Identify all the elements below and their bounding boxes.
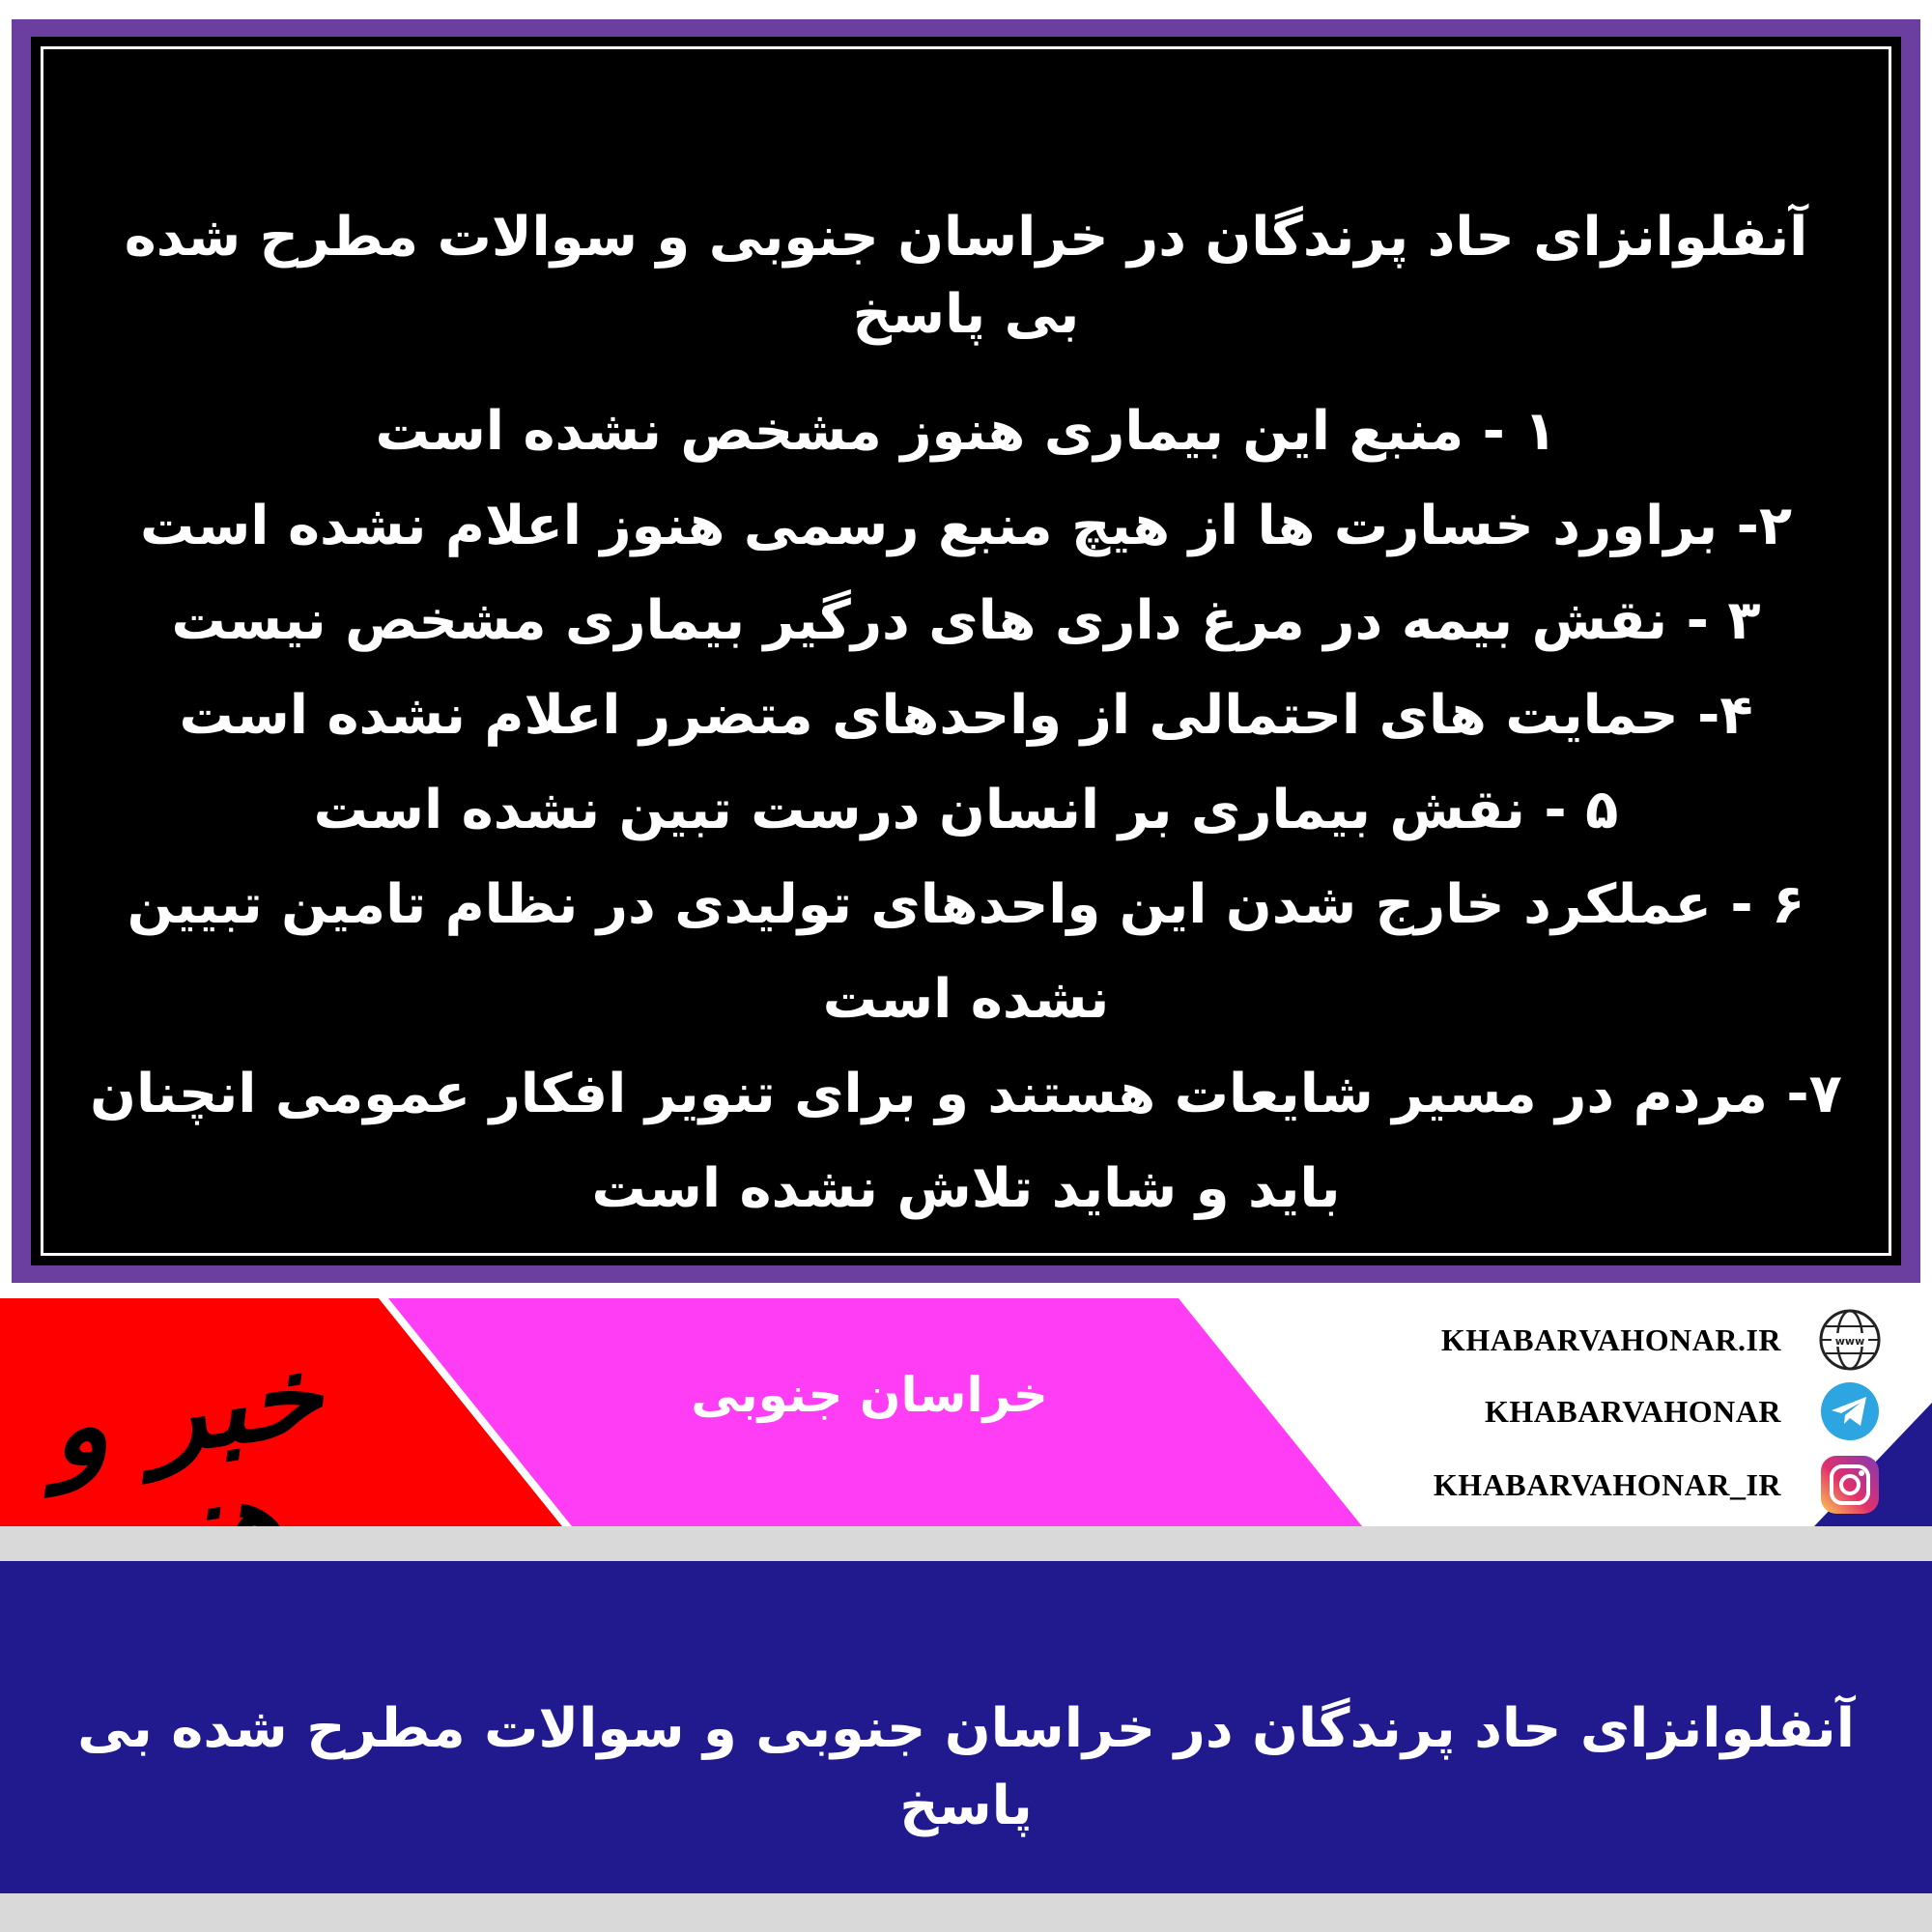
region-label: خراسان جنوبی (691, 1367, 1048, 1423)
brand-logo (19, 1318, 367, 1511)
point-item: ۷- مردم در مسیر شایعات هستند و برای تنویر افکار عمومی انچنان (90, 1063, 1842, 1125)
point-item: ۱ - منبع این بیماری هنوز مشخص نشده است (375, 400, 1557, 463)
points-list (60, 384, 1872, 1236)
globe-icon (1816, 1306, 1884, 1374)
footer-title: آنفلوانزای حاد پرندگان در خراسان جنوبی و سوالات مطرح شده بی پاسخ (77, 1697, 1855, 1837)
instagram-icon (1816, 1451, 1884, 1519)
instagram-row[interactable] (1434, 1451, 1884, 1519)
brand-banner (0, 1298, 1932, 1526)
post-frame (12, 19, 1920, 1283)
telegram-row[interactable] (1485, 1378, 1884, 1445)
logo-text: خبر و (40, 1330, 330, 1494)
point-item: ۵ - نقش بیماری بر انسان درست تبین نشده است (313, 779, 1619, 841)
point-item: ۲- براورد خسارت ها از هیچ منبع رسمی هنوز اعلام نشده است (139, 495, 1793, 557)
point-item: باید و شاید تلاش نشده است (591, 1157, 1341, 1220)
telegram-icon (1816, 1378, 1884, 1445)
point-item: ۴- حمایت های احتمالی از واحدهای متضرر اعلام نشده است (179, 684, 1753, 747)
instagram-text[interactable]: KHABARVAHONAR_IR (1433, 1466, 1781, 1502)
website-text[interactable]: KHABARVAHONAR.IR (1440, 1321, 1781, 1357)
footer-panel (0, 1561, 1932, 1893)
telegram-text[interactable]: KHABARVAHONAR (1484, 1393, 1781, 1429)
point-item: ۳ - نقش بیمه در مرغ داری های درگیر بیماری مشخص نیست (171, 589, 1761, 652)
post-panel (31, 37, 1901, 1265)
globe-label: www (1834, 1335, 1865, 1348)
point-item: ۶ - عملکرد خارج شدن این واحدهای تولیدی در نظام تامین تبیین نشده است (127, 873, 1805, 1031)
post-title: آنفلوانزای حاد پرندگان در خراسان جنوبی و سوالات مطرح شده بی پاسخ (124, 206, 1808, 346)
website-row[interactable] (1441, 1306, 1884, 1374)
